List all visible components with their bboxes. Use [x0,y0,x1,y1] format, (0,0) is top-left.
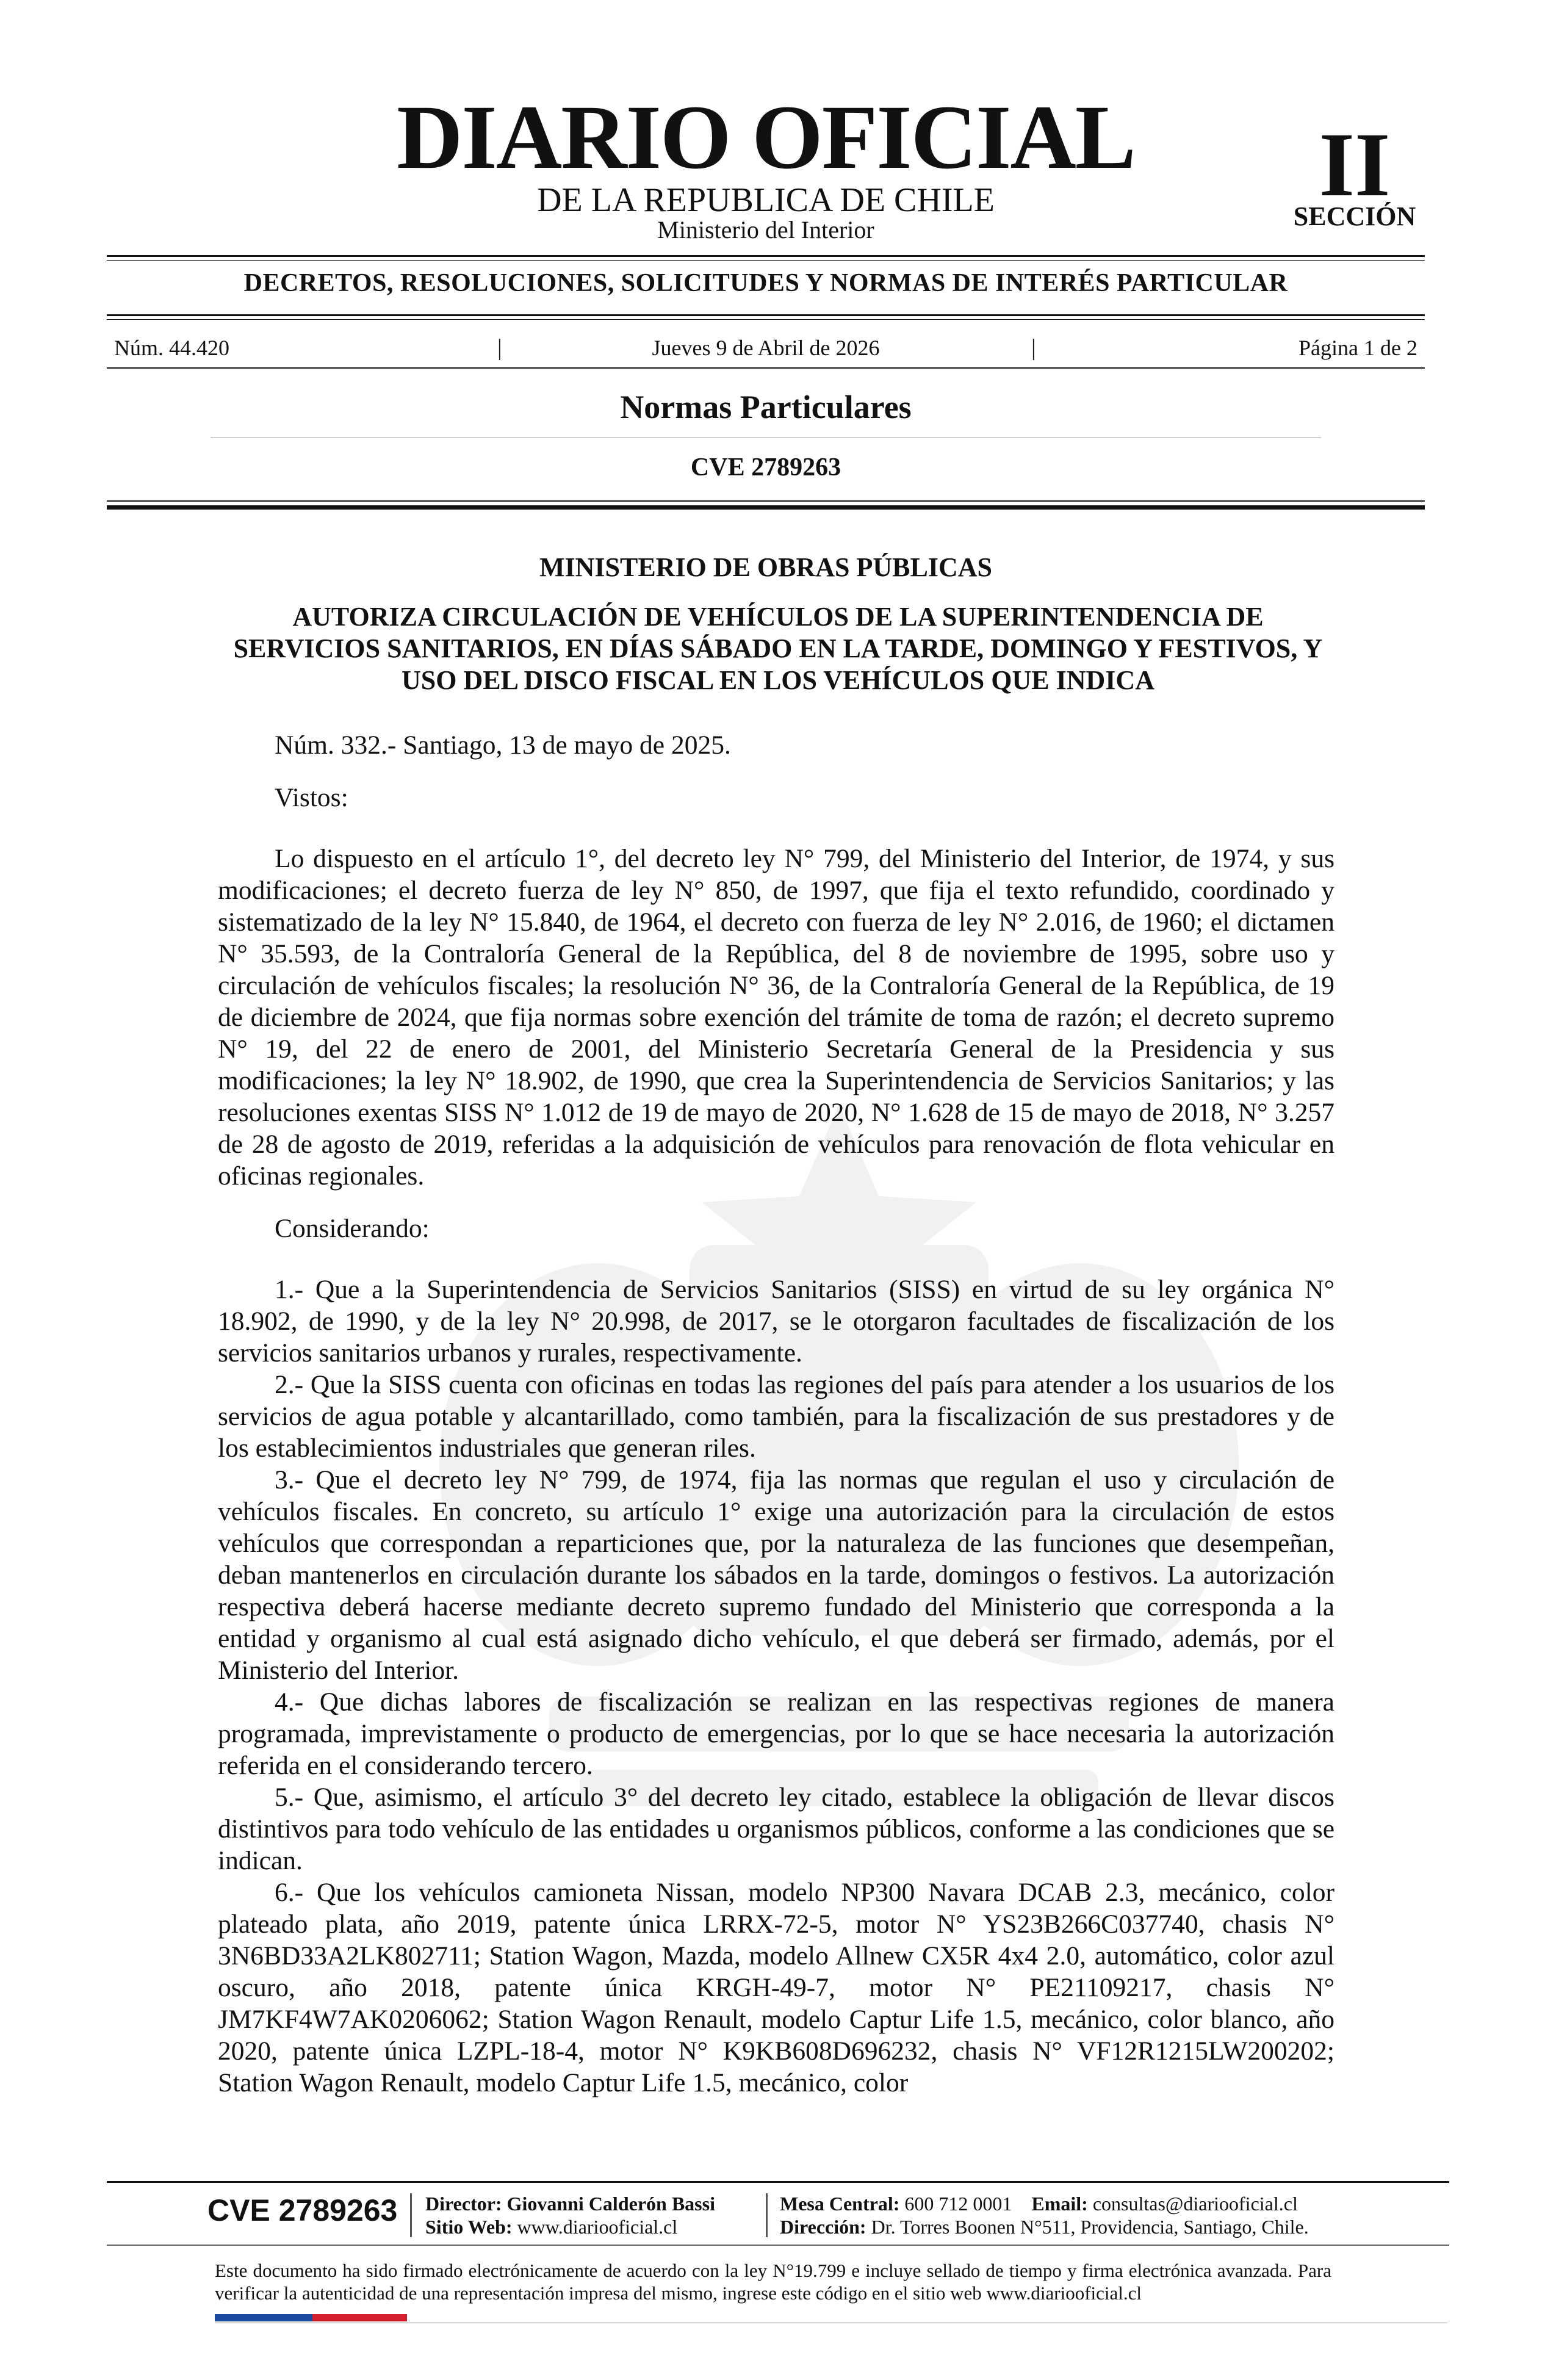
ministry-line: Ministerio del Interior [657,216,874,243]
section-label: SECCIÓN [1293,201,1416,231]
cve-rule-thick [107,505,1425,510]
issue-number: Núm. 44.420 [114,336,229,360]
info-rule [107,367,1425,369]
vistos-label: Vistos: [275,783,348,812]
issue-date: Jueves 9 de Abril de 2026 [652,336,880,360]
email-link[interactable]: consultas@diariooficial.cl [1092,2193,1298,2215]
newspaper-title: DIARIO OFICIAL [397,87,1135,188]
cve-code: CVE 2789263 [690,453,841,481]
decree-title: AUTORIZA CIRCULACIÓN DE VEHÍCULOS DE LA SUPERINTENDENCIA DE SERVICIOS SANITARIOS, EN DÍAS SÁBADO EN LA TARDE, DOMINGO Y FESTIVOS, Y USO DEL DISCO FISCAL EN LOS VEHÍCULOS QUE INDICA [233,602,1323,695]
mesa-label: Mesa Central: [780,2193,900,2215]
mesa-phone: 600 712 0001 [904,2193,1012,2215]
signature-note: Este documento ha sido firmado electrónicamente de acuerdo con la ley N°19.799 e incluye sellado de tiempo y firma electrónica avanzada. Para verificar la autenticidad de una representación impresa del mismo, ingrese este código en el sitio web www.diariooficial.cl [215,2260,1331,2304]
considerando-item: 1.- Que a la Superintendencia de Servicios Sanitarios (SISS) en virtud de su ley orgánica N° 18.902, de 1990, y de la ley N° 20.998, de 2017, se le otorgaron facultades de fiscalización de los servicios sanitarios urbanos y rurales, respectivamente. [218,1275,1334,1368]
website-label: Sitio Web: [425,2216,513,2238]
vistos-text: Lo dispuesto en el artículo 1°, del decreto ley N° 799, del Ministerio del Interior, de 1974, y sus modificaciones; el decreto fuerza de ley N° 850, de 1997, que fija el texto refundido, coordinado y sistematizado de la ley N° 15.840, de 1964, el decreto con fuerza de ley N° 2.016, de 1960; el dictamen N° 35.593, de la Contraloría General de la República, del 8 de noviembre de 1995, sobre uso y circulación de vehículos fiscales; la resolución N° 36, de la Contraloría General de la República, de 19 de diciembre de 2024, que fija normas sobre exención del trámite de toma de razón; el decreto supremo N° 19, del 22 de enero de 2001, del Ministerio Secretaría General de la Presidencia y sus modificaciones; la ley N° 18.902, de 1990, que crea la Superintendencia de Servicios Sanitarios; y las resoluciones exentas SISS N° 1.012 de 19 de mayo de 2020, N° 1.628 de 15 de mayo de 2018, N° 3.257 de 28 de agosto de 2019, referidas a la adquisición de vehículos para renovación de flota vehicular en oficinas regionales. [218,844,1334,1191]
decree-number-date: Núm. 332.- Santiago, 13 de mayo de 2025. [275,730,731,760]
subhead-rule [107,314,1425,316]
footer-contact-block [780,2192,1309,2238]
director-label: Director: [425,2193,502,2215]
considerando-item: 3.- Que el decreto ley N° 799, de 1974, fija las normas que regulan el uso y circulación de vehículos fiscales. En concreto, su artículo 1° exige una autorización para la circulación de estos vehículos que correspondan a reparticiones que, por la naturaleza de las funciones que desempeñan, deban mantenerlos en circulación durante los sábados en la tarde, domingos o festivos. La autorización respectiva deberá hacerse mediante decreto supremo fundado del Ministerio que corresponda a la entidad y organismo al cual está asignado dicho vehículo, el que deberá ser firmado, además, por el Ministerio del Interior. [218,1465,1334,1685]
website-link[interactable]: www.diariooficial.cl [517,2216,678,2238]
considerando-item: 5.- Que, asimismo, el artículo 3° del decreto ley citado, establece la obligación de llevar discos distintivos para todo vehículo de las entidades u organismos públicos, conforme a las condiciones que se indican. [218,1783,1334,1875]
masthead [107,87,1425,250]
footer-cve-code: CVE 2789263 [207,2193,398,2227]
considerando-item: 6.- Que los vehículos camioneta Nissan, modelo NP300 Navara DCAB 2.3, mecánico, color plateado plata, año 2019, patente única LRRX-72-5, motor N° YS23B266C037740, chasis N° 3N6BD33A2LK802711; Station Wagon, Mazda, modelo Allnew CX5R 4x4 2.0, automático, color azul oscuro, año 2018, patente única KRGH-49-7, motor N° PE21109217, chasis N° JM7KF4W7AK0206062; Station Wagon Renault, modelo Captur Life 1.5, mecánico, color blanco, año 2020, patente única LZPL-18-4, motor N° K9KB608D696232, chasis N° VF12R1215LW200202; Station Wagon Renault, modelo Captur Life 1.5, mecánico, color [218,1878,1334,2097]
footer-divider [766,2193,768,2237]
considerando-label: Considerando: [275,1214,430,1243]
footer-divider [410,2193,412,2237]
info-separator: | [497,335,502,361]
decree-body [218,729,1334,2099]
flag-stripe-red [312,2314,407,2321]
footer-rule [107,2181,1449,2183]
cve-rule-thin [107,500,1425,502]
issuing-ministry: MINISTERIO DE OBRAS PÚBLICAS [539,552,993,582]
email-label: Email: [1031,2193,1088,2215]
header-rule-top [107,255,1425,257]
footer-director-block [425,2192,715,2238]
director-name: Giovanni Calderón Bassi [506,2193,715,2215]
section-number: II [1319,114,1391,215]
info-separator: | [1031,335,1036,361]
header-rule-top-thin [107,260,1425,261]
flag-stripe-blue [215,2314,312,2321]
newspaper-subtitle: DE LA REPUBLICA DE CHILE [537,181,995,219]
considerando-item: 4.- Que dichas labores de fiscalización se realizan en las respectivas regiones de manera programada, imprevistamente o producto de emergencias, por lo que se hace necesaria la autorización referida en el considerando tercero. [218,1687,1334,1780]
subhead-rule-thin [107,319,1425,320]
category-heading: Normas Particulares [620,389,912,425]
page-indicator: Página 1 de 2 [1298,336,1417,360]
address-label: Dirección: [780,2216,866,2238]
issue-info-bar [107,333,1425,363]
considerando-item: 2.- Que la SISS cuenta con oficinas en todas las regiones del país para atender a los usuarios de los servicios de agua potable y alcantarillado, como también, para la fiscalización de sus prestadores y de los establecimientos industriales que generan riles. [218,1370,1334,1463]
footer-rule-lower [107,2245,1449,2246]
address-value: Dr. Torres Boonen N°511, Providencia, Santiago, Chile. [871,2216,1309,2238]
category-divider [211,437,1321,438]
section-subheading: DECRETOS, RESOLUCIONES, SOLICITUDES Y NORMAS DE INTERÉS PARTICULAR [243,269,1288,297]
